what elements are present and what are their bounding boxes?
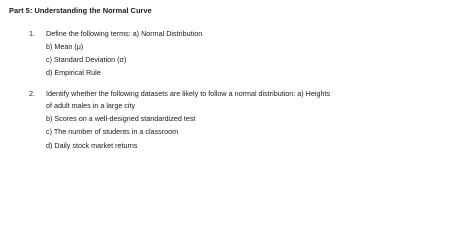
question-1-line-c: c) Standard Deviation (σ) (46, 55, 127, 64)
question-2-line-a: Identify whether the following datasets are likely to follow a normal distribution: a) Heights (46, 89, 331, 98)
question-2-line-b: b) Scores on a well-designed standardized test (46, 114, 196, 123)
question-2-line-d: d) Daily stock market returns (46, 141, 138, 150)
part-title: Part 5: Understanding the Normal Curve (9, 6, 152, 15)
question-2-number: 2. (29, 89, 35, 98)
question-1-line-b: b) Mean (μ) (46, 42, 84, 51)
question-1-number: 1. (29, 29, 35, 38)
question-2-line-c: c) The number of students in a classroom (46, 127, 179, 136)
question-1-line-a: Define the following terms: a) Normal Distribution (46, 29, 203, 38)
question-2-line-a-continued: of adult males in a large city (46, 101, 136, 110)
question-1-line-d: d) Empirical Rule (46, 68, 101, 77)
